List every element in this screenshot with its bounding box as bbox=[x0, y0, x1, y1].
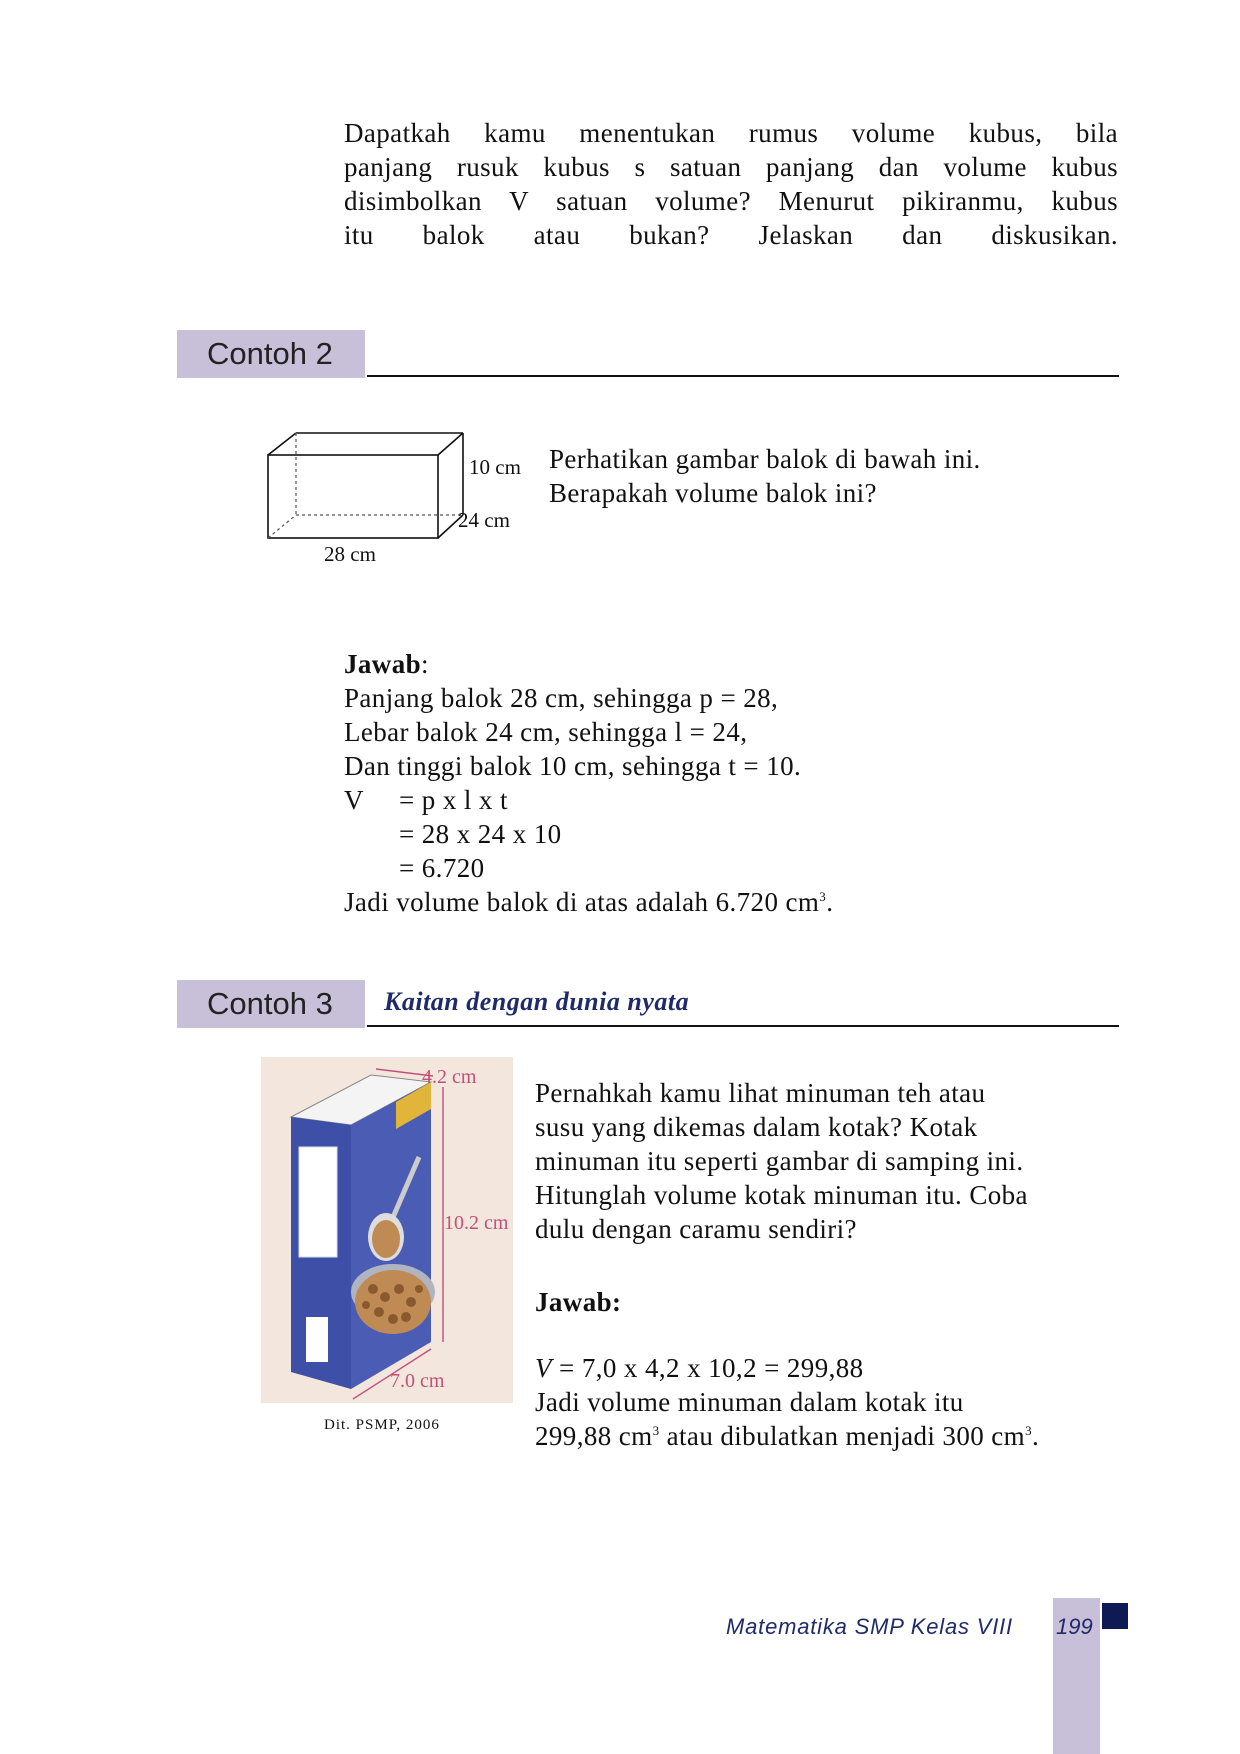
contoh-2-answer bbox=[344, 647, 833, 919]
answer-step: Lebar balok 24 cm, sehingga l = 24, bbox=[344, 717, 748, 747]
result-line-2 bbox=[535, 1419, 1039, 1453]
page-number: 199 bbox=[1056, 1614, 1093, 1639]
photo-caption: Dit. PSMP, 2006 bbox=[324, 1417, 440, 1433]
answer-colon: : bbox=[421, 649, 429, 679]
contoh-3-rule bbox=[367, 1025, 1119, 1027]
result-part-2: atau dibulatkan menjadi 300 cm bbox=[659, 1421, 1026, 1451]
calc-line bbox=[344, 817, 833, 851]
formula-line bbox=[535, 1351, 1039, 1385]
intro-line: itu balok atau bukan? Jelaskan dan diskusikan. bbox=[344, 220, 1118, 250]
result-line-1: Jadi volume minuman dalam kotak itu bbox=[535, 1387, 964, 1417]
answer-heading bbox=[344, 647, 833, 681]
conclusion-text: Jadi volume balok di atas adalah 6.720 cm bbox=[344, 887, 820, 917]
question-line: Hitunglah volume kotak minuman itu. Coba bbox=[535, 1180, 1028, 1210]
calc-line bbox=[344, 851, 833, 885]
conclusion-end: . bbox=[826, 887, 834, 917]
calc-step: = 28 x 24 x 10 bbox=[399, 819, 562, 849]
conclusion-sup: 3 bbox=[819, 889, 827, 904]
answer-step: Dan tinggi balok 10 cm, sehingga t = 10. bbox=[344, 751, 802, 781]
question-line: Pernahkah kamu lihat minuman teh atau bbox=[535, 1078, 986, 1108]
question-line: Berapakah volume balok ini? bbox=[549, 478, 877, 508]
width-label: 24 cm bbox=[458, 508, 510, 532]
formula-var: V bbox=[535, 1353, 552, 1383]
result-part-1: 299,88 cm bbox=[535, 1421, 653, 1451]
answer-step: Panjang balok 28 cm, sehingga p = 28, bbox=[344, 683, 779, 713]
intro-line: panjang rusuk kubus s satuan panjang dan volume kubus bbox=[344, 152, 1118, 182]
contoh-3-label bbox=[177, 980, 365, 1028]
footer-book-title: Matematika SMP Kelas VIII bbox=[726, 1614, 1013, 1639]
calc-var: V bbox=[344, 785, 364, 815]
question-line: susu yang dikemas dalam kotak? Kotak bbox=[535, 1112, 978, 1142]
page-marker-square bbox=[1102, 1603, 1128, 1629]
contoh-2-question bbox=[549, 442, 981, 510]
contoh-3-answer-label: Jawab: bbox=[535, 1287, 622, 1317]
photo-label-side: 10.2 cm bbox=[444, 1212, 509, 1234]
conclusion bbox=[344, 885, 833, 919]
result-sup: 3 bbox=[652, 1423, 660, 1438]
photo-label-top: 4.2 cm bbox=[422, 1066, 477, 1088]
intro-line: disimbolkan V satuan volume? Menurut pikiranmu, kubus bbox=[344, 186, 1118, 216]
height-label: 10 cm bbox=[469, 455, 521, 479]
result-sup: 3 bbox=[1025, 1423, 1032, 1438]
contoh-3-question bbox=[535, 1076, 1028, 1246]
question-line: dulu dengan caramu sendiri? bbox=[535, 1214, 857, 1244]
question-line: Perhatikan gambar balok di bawah ini. bbox=[549, 444, 981, 474]
intro-paragraph bbox=[344, 116, 1118, 252]
length-label: 28 cm bbox=[324, 542, 376, 566]
question-line: minuman itu seperti gambar di samping ini. bbox=[535, 1146, 1024, 1176]
contoh-2-label-text: Contoh 2 bbox=[207, 336, 333, 371]
contoh-3-answer bbox=[535, 1351, 1039, 1453]
answer-label: Jawab bbox=[344, 649, 422, 679]
calc-step: = 6.720 bbox=[399, 853, 485, 883]
calc-step: = p x l x t bbox=[399, 785, 508, 815]
contoh-2-label bbox=[177, 330, 365, 378]
formula: = 7,0 x 4,2 x 10,2 = 299,88 bbox=[551, 1353, 864, 1383]
contoh-3-label-text: Contoh 3 bbox=[207, 986, 333, 1021]
result-end: . bbox=[1031, 1421, 1040, 1451]
contoh-3-subtitle: Kaitan dengan dunia nyata bbox=[384, 987, 690, 1016]
photo-label-bottom: 7.0 cm bbox=[390, 1370, 445, 1392]
calc-line bbox=[344, 783, 833, 817]
contoh-2-rule bbox=[367, 375, 1119, 377]
intro-line: Dapatkah kamu menentukan rumus volume kubus, bila bbox=[344, 118, 1118, 148]
